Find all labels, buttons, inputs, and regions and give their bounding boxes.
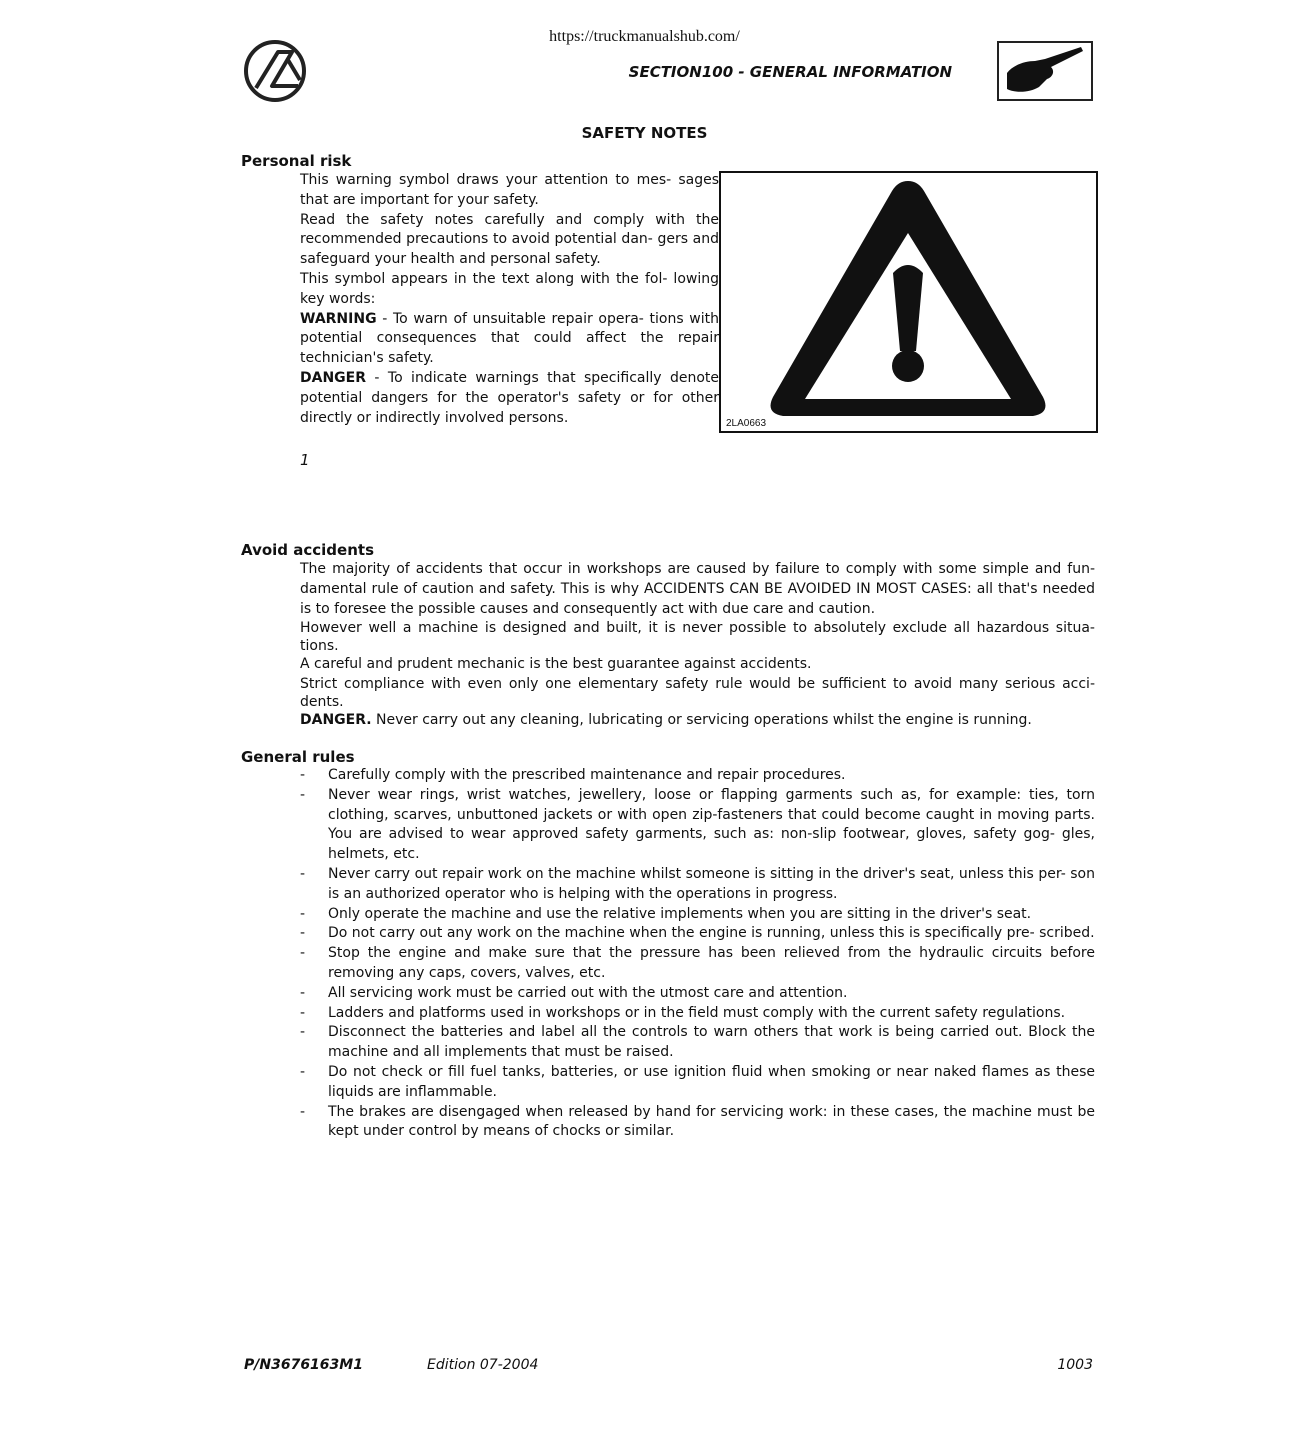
danger-text: Never carry out any cleaning, lubricating or servicing operations whilst the engine is running. <box>371 712 1032 729</box>
personal-risk-body <box>300 171 719 428</box>
hand-tool-icon <box>997 41 1093 101</box>
personal-risk-heading: Personal risk <box>241 152 352 170</box>
personal-risk-p3: This symbol appears in the text along with the fol- lowing key words: <box>300 270 719 307</box>
bullet-dash: - <box>300 945 306 962</box>
avoid-accidents-p4: Strict compliance with even only one elementary safety rule would be sufficient to avoid many serious acci- dents. <box>300 676 1095 711</box>
page-number: 1003 <box>1057 1357 1093 1373</box>
rule-text: Do not check or fill fuel tanks, batteries, or use ignition fluid when smoking or near naked flames as these liquids are inflammable. <box>328 1063 1095 1100</box>
danger-keyword: DANGER <box>300 369 367 386</box>
bullet-dash: - <box>300 1103 306 1120</box>
bullet-dash: - <box>300 865 306 882</box>
rule-item <box>300 1063 1095 1103</box>
personal-risk-p1: This warning symbol draws your attention to mes- sages that are important for your safety. <box>300 172 719 208</box>
warning-triangle-icon <box>721 173 1096 431</box>
warning-paragraph <box>300 310 719 369</box>
rule-text: Never wear rings, wrist watches, jewellery, loose or flapping garments such as, for example: ties, torn clothing, scarves, unbuttoned jackets or with open zip-fasteners that could become caught in moving parts. You are advised to wear approved safety garments, such as: non-slip footwear, gloves, safety gog- gles, helmets, etc. <box>328 786 1095 863</box>
bullet-dash: - <box>300 1004 306 1021</box>
rule-item <box>300 924 1095 944</box>
general-rules-heading: General rules <box>241 748 355 766</box>
rule-text: Disconnect the batteries and label all the controls to warn others that work is being carried out. Block the machine and all implements that must be raised. <box>328 1024 1095 1061</box>
rule-text: The brakes are disengaged when released by hand for servicing work: in these cases, the machine must be kept under control by means of chocks or similar. <box>328 1103 1095 1140</box>
section-title: SECTION100 - GENERAL INFORMATION <box>628 63 952 81</box>
bullet-dash: - <box>300 925 306 942</box>
rule-text: Do not carry out any work on the machine when the engine is running, unless this is specifically pre- scribed. <box>328 925 1095 942</box>
rule-item <box>300 766 1095 786</box>
rule-text: Ladders and platforms used in workshops or in the field must comply with the current safety regulations. <box>328 1004 1066 1021</box>
edition: Edition 07-2004 <box>427 1357 539 1373</box>
rule-item <box>300 1004 1095 1024</box>
rule-item <box>300 905 1095 925</box>
bullet-dash: - <box>300 767 306 783</box>
bullet-dash: - <box>300 1024 306 1041</box>
warning-keyword: WARNING <box>300 310 377 327</box>
rule-item <box>300 865 1095 905</box>
bullet-dash: - <box>300 905 306 922</box>
avoid-accidents-p3: A careful and prudent mechanic is the best guarantee against accidents. <box>300 656 812 673</box>
brand-logo <box>242 38 308 104</box>
part-number: P/N3676163M1 <box>244 1357 363 1373</box>
bullet-dash: - <box>300 1063 306 1080</box>
avoid-accidents-heading: Avoid accidents <box>241 541 374 559</box>
danger-keyword: DANGER. <box>300 712 372 729</box>
rule-text: Never carry out repair work on the machine whilst someone is sitting in the driver's seat, unless this per- son is an authorized operator who is helping with the operations in progress. <box>328 865 1095 902</box>
danger-text: - To indicate warnings that specifically denote potential dangers for the operator's safety or for other directly or indirectly involved persons. <box>300 369 719 426</box>
avoid-accidents-p2: However well a machine is designed and built, it is never possible to absolutely exclude all hazardous situa- tions. <box>300 620 1095 655</box>
figure-label: 2LA0663 <box>726 418 767 429</box>
avoid-accidents-danger <box>300 711 1095 731</box>
warning-symbol-figure <box>719 171 1098 433</box>
warning-text: - To warn of unsuitable repair opera- tions with potential consequences that could affect the repair technician's safety. <box>300 310 719 367</box>
rule-text: All servicing work must be carried out with the utmost care and attention. <box>328 984 848 1001</box>
bullet-dash: - <box>300 786 306 803</box>
rule-text: Stop the engine and make sure that the pressure has been relieved from the hydraulic circuits before removing any caps, covers, valves, etc. <box>328 945 1095 981</box>
avoid-accidents-p1: The majority of accidents that occur in workshops are caused by failure to comply with some simple and fun- damental rule of caution and safety. This is why ACCIDENTS CAN BE AVOIDED IN MOST CASES: all that's needed is to foresee the possible causes and consequently act with due care and caution. <box>300 561 1095 617</box>
general-rules-list-container <box>300 766 1095 1142</box>
rule-text: Carefully comply with the prescribed maintenance and repair procedures. <box>328 767 846 783</box>
page-title: SAFETY NOTES <box>581 124 708 142</box>
personal-risk-p2: Read the safety notes carefully and comply with the recommended precautions to avoid potential dan- gers and safeguard your health and personal safety. <box>300 211 719 268</box>
rule-item <box>300 786 1095 865</box>
source-url[interactable]: https://truckmanualshub.com/ <box>549 28 740 45</box>
rule-text: Only operate the machine and use the relative implements when you are sitting in the driver's seat. <box>328 905 1032 922</box>
danger-paragraph <box>300 369 719 428</box>
rule-item <box>300 1023 1095 1063</box>
bullet-dash: - <box>300 984 306 1001</box>
avoid-accidents-body <box>300 560 1095 731</box>
rule-item <box>300 1103 1095 1143</box>
rule-item <box>300 944 1095 984</box>
figure-number: 1 <box>300 451 310 469</box>
rule-item <box>300 984 1095 1004</box>
general-rules-list <box>300 766 1095 1142</box>
